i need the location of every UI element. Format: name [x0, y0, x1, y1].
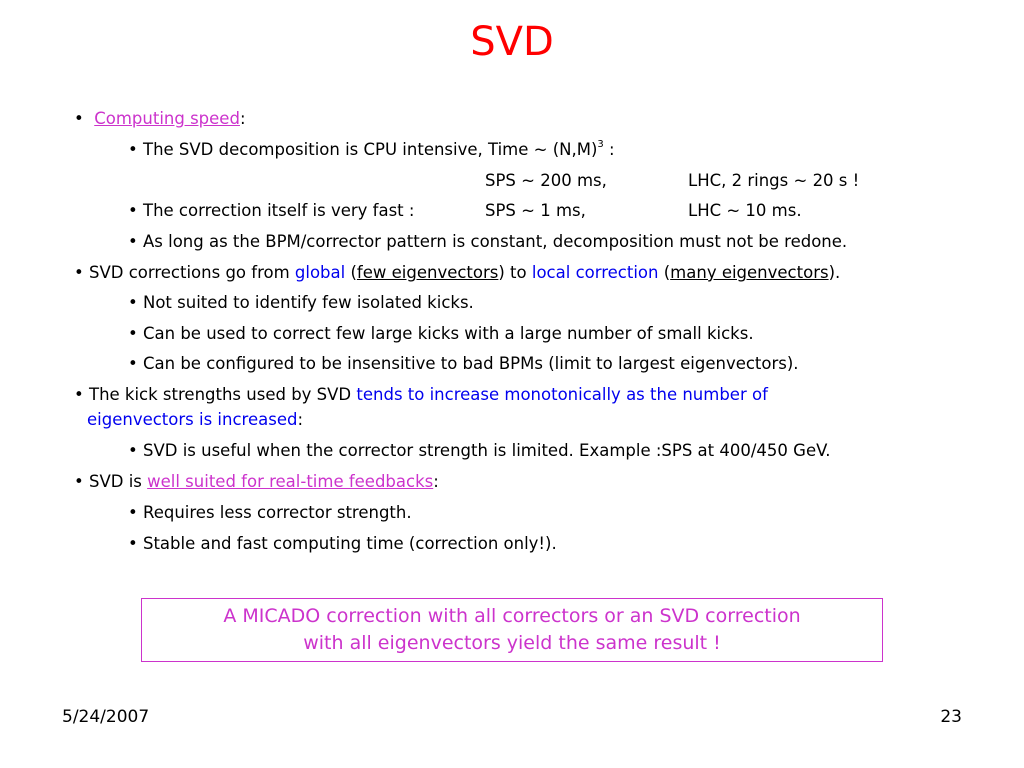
- timing-lhc-10ms: LHC ~ 10 ms.: [688, 201, 802, 220]
- bullet-global-to-local: [74, 262, 840, 284]
- bullet-computing-speed: [74, 108, 246, 130]
- few-eigenvectors-link[interactable]: few eigenvectors: [356, 263, 499, 282]
- slide-title: SVD: [470, 19, 554, 65]
- sub-bullet-stable-fast: [128, 533, 557, 555]
- colon: :: [297, 410, 304, 429]
- bullet-text: SVD is: [88, 472, 148, 491]
- computing-speed-link[interactable]: Computing speed: [94, 109, 240, 128]
- sub-bullet-strength-limited: [128, 440, 831, 462]
- footer-page-number: 23: [940, 707, 962, 727]
- bullet-marker: •: [128, 503, 138, 522]
- bullet-marker: •: [128, 140, 138, 159]
- bullet-marker: •: [128, 354, 138, 373]
- bullet-realtime-feedbacks: [74, 471, 439, 493]
- sub-bullet-text: As long as the BPM/corrector pattern is constant, decomposition must not be redone.: [142, 232, 848, 251]
- bullet-marker: •: [74, 263, 84, 282]
- sub-bullet-text: Can be configured to be insensitive to bad BPMs (limit to largest eigenvectors).: [142, 354, 799, 373]
- sub-bullet-text: The SVD decomposition is CPU intensive, Time ~ (N,M): [142, 140, 598, 159]
- bullet-marker: •: [128, 293, 138, 312]
- sub-bullet-large-kicks: [128, 323, 754, 345]
- sub-bullet-less-strength: [128, 502, 412, 524]
- bullet-marker: •: [128, 232, 138, 251]
- timing-sps-1ms: SPS ~ 1 ms,: [485, 201, 586, 220]
- callout-line-2: with all eigenvectors yield the same result !: [303, 632, 721, 654]
- exponent: 3: [597, 139, 604, 150]
- bullet-kick-strengths-continued: [87, 409, 303, 431]
- colon: :: [433, 472, 439, 491]
- bullet-marker: •: [74, 385, 84, 404]
- realtime-feedbacks-link[interactable]: well suited for real-time feedbacks: [147, 472, 434, 491]
- sub-bullet-correction-fast: [128, 200, 414, 222]
- bullet-marker: •: [128, 441, 138, 460]
- conclusion-callout: [141, 598, 883, 662]
- timing-sps-200: SPS ~ 200 ms,: [485, 171, 607, 190]
- sub-bullet-bad-bpms: [128, 353, 799, 375]
- footer-date: 5/24/2007: [62, 707, 150, 727]
- bullet-marker: •: [128, 534, 138, 553]
- bullet-text: The kick strengths used by SVD: [88, 385, 357, 404]
- sub-bullet-text: Requires less corrector strength.: [142, 503, 412, 522]
- monotonic-increase-term: tends to increase monotonically as the number of: [356, 385, 768, 404]
- sub-bullet-decomposition: [128, 231, 847, 253]
- many-eigenvectors-link[interactable]: many eigenvectors: [670, 263, 829, 282]
- bullet-marker: •: [128, 324, 138, 343]
- global-term: global: [294, 263, 346, 282]
- sub-bullet-text: Not suited to identify few isolated kicks.: [142, 293, 474, 312]
- bullet-marker: •: [128, 201, 138, 220]
- paren: ).: [828, 263, 841, 282]
- bullet-kick-strengths: [74, 384, 768, 406]
- sub-bullet-text: Stable and fast computing time (correction only!).: [142, 534, 557, 553]
- timing-lhc-20s: LHC, 2 rings ~ 20 s !: [688, 171, 860, 190]
- bullet-text: SVD corrections go from: [88, 263, 295, 282]
- eigenvectors-increased-term: eigenvectors is increased: [87, 410, 298, 429]
- paren: (: [345, 263, 357, 282]
- bullet-marker: •: [74, 472, 84, 491]
- paren: (: [658, 263, 671, 282]
- sub-bullet-text: Can be used to correct few large kicks with a large number of small kicks.: [142, 324, 754, 343]
- bullet-marker: •: [74, 109, 84, 128]
- bullet-text: ) to: [498, 263, 532, 282]
- sub-bullet-text: SVD is useful when the corrector strength is limited. Example :SPS at 400/450 GeV.: [142, 441, 831, 460]
- callout-line-1: A MICADO correction with all correctors or an SVD correction: [223, 605, 801, 627]
- sub-bullet-cpu-intensive: [128, 139, 615, 161]
- local-correction-term: local correction: [531, 263, 659, 282]
- colon: :: [239, 109, 246, 128]
- sub-bullet-isolated-kicks: [128, 292, 474, 314]
- sub-bullet-text: The correction itself is very fast :: [142, 201, 415, 220]
- colon: :: [603, 140, 615, 159]
